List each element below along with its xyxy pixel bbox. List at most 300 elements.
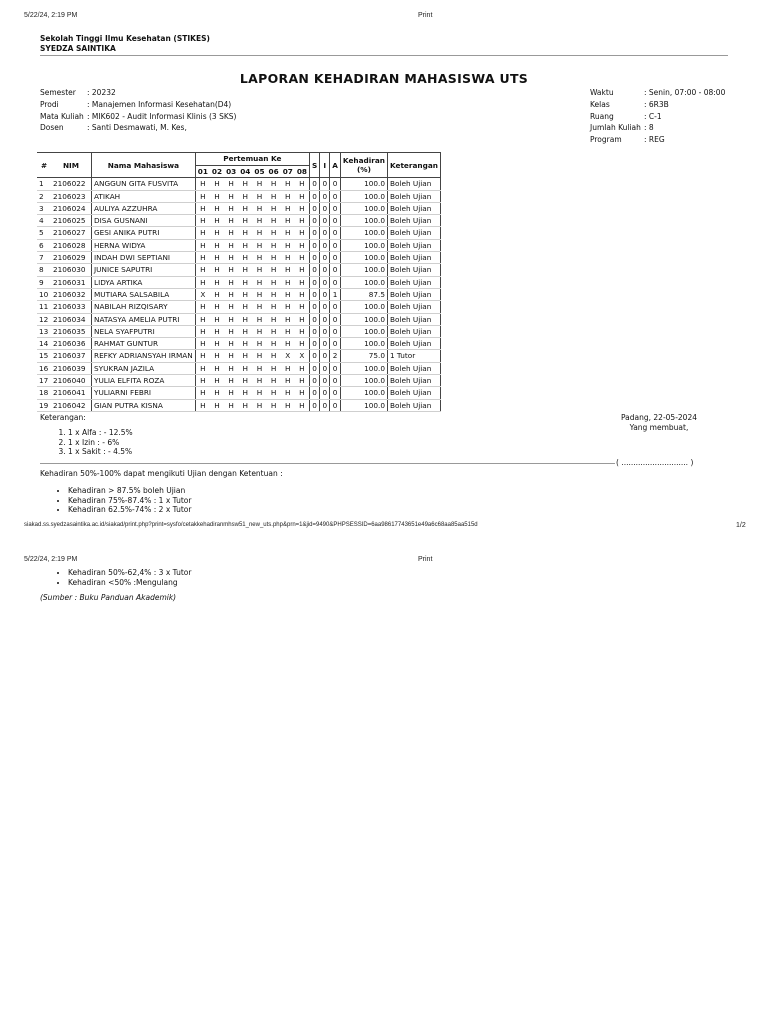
- table-row: [37, 338, 440, 350]
- page-title: LAPORAN KEHADIRAN MAHASISWA UTS: [239, 71, 529, 86]
- cell-s: 0: [310, 202, 320, 214]
- cell-nim: 2106025: [51, 215, 92, 227]
- table-row: [37, 288, 440, 300]
- cell-meeting: H: [224, 338, 238, 350]
- cell-meeting: H: [238, 215, 252, 227]
- keterangan-label: Keterangan:: [40, 413, 86, 422]
- cell-a: 0: [330, 338, 341, 350]
- cell-meeting: H: [281, 301, 295, 313]
- cell-meeting: H: [295, 387, 310, 399]
- cell-kehadiran: 75.0: [340, 350, 387, 362]
- rule-item: • Kehadiran 50%-62,4% : 3 x Tutor: [68, 568, 191, 578]
- cell-meeting: H: [210, 375, 224, 387]
- cell-i: 0: [320, 301, 330, 313]
- cell-nama: YULIA ELFITA ROZA: [92, 375, 196, 387]
- cell-meeting: H: [195, 362, 210, 374]
- cell-no: 8: [37, 264, 51, 276]
- cell-meeting: H: [295, 227, 310, 239]
- col-header-a: A: [330, 153, 341, 178]
- cell-nama: GESI ANIKA PUTRI: [92, 227, 196, 239]
- cell-i: 0: [320, 362, 330, 374]
- cell-a: 0: [330, 301, 341, 313]
- cell-a: 0: [330, 178, 341, 190]
- cell-keterangan: Boleh Ujian: [387, 313, 440, 325]
- cell-nama: INDAH DWI SEPTIANI: [92, 252, 196, 264]
- cell-meeting: H: [238, 338, 252, 350]
- cell-s: 0: [310, 362, 320, 374]
- table-row: [37, 387, 440, 399]
- cell-meeting: H: [238, 239, 252, 251]
- cell-meeting: H: [210, 178, 224, 190]
- cell-no: 9: [37, 276, 51, 288]
- cell-a: 0: [330, 264, 341, 276]
- cell-s: 0: [310, 313, 320, 325]
- cell-meeting: H: [224, 325, 238, 337]
- col-header-pertemuan: Pertemuan Ke: [195, 153, 309, 166]
- cell-meeting: H: [210, 190, 224, 202]
- cell-i: 0: [320, 325, 330, 337]
- cell-meeting: H: [224, 301, 238, 313]
- cell-kehadiran: 100.0: [340, 387, 387, 399]
- cell-meeting: H: [267, 387, 281, 399]
- cell-meeting: H: [252, 202, 266, 214]
- cell-meeting: H: [281, 264, 295, 276]
- cell-nama: RAHMAT GUNTUR: [92, 338, 196, 350]
- cell-meeting: H: [210, 215, 224, 227]
- cell-meeting: H: [195, 313, 210, 325]
- cell-meeting: H: [224, 252, 238, 264]
- cell-i: 0: [320, 215, 330, 227]
- cell-meeting: H: [252, 215, 266, 227]
- table-row: [37, 375, 440, 387]
- cell-meeting: H: [210, 276, 224, 288]
- cell-meeting: H: [238, 190, 252, 202]
- cell-no: 19: [37, 399, 51, 411]
- cell-nama: HERNA WIDYA: [92, 239, 196, 251]
- school-header: [40, 34, 210, 53]
- footer-page: 1/2: [736, 522, 746, 529]
- cell-nama: NABILAH RIZQISARY: [92, 301, 196, 313]
- cell-a: 0: [330, 227, 341, 239]
- cell-s: 0: [310, 227, 320, 239]
- school-name: Sekolah Tinggi Ilmu Kesehatan (STIKES): [40, 34, 210, 43]
- table-row: [37, 215, 440, 227]
- meta-row-program: [590, 134, 725, 146]
- table-row: [37, 276, 440, 288]
- rules-list: [40, 486, 191, 515]
- meta-key: Waktu: [590, 88, 614, 97]
- col-header-nim: NIM: [51, 153, 92, 178]
- cell-meeting: H: [295, 276, 310, 288]
- cell-meeting: X: [281, 350, 295, 362]
- cell-meeting: H: [210, 362, 224, 374]
- keterangan-item: 2. 1 x Izin : - 6%: [68, 438, 133, 448]
- cell-i: 0: [320, 387, 330, 399]
- cell-i: 0: [320, 288, 330, 300]
- cell-keterangan: Boleh Ujian: [387, 227, 440, 239]
- cell-nama: GIAN PUTRA KISNA: [92, 399, 196, 411]
- cell-nama: NATASYA AMELIA PUTRI: [92, 313, 196, 325]
- cell-meeting: H: [210, 350, 224, 362]
- cell-s: 0: [310, 350, 320, 362]
- cell-meeting: H: [238, 178, 252, 190]
- cell-keterangan: Boleh Ujian: [387, 190, 440, 202]
- rules-divider: [40, 463, 615, 464]
- cell-a: 0: [330, 202, 341, 214]
- cell-keterangan: Boleh Ujian: [387, 399, 440, 411]
- cell-keterangan: Boleh Ujian: [387, 338, 440, 350]
- print-datetime-p2: 5/22/24, 2:19 PM: [24, 556, 78, 563]
- cell-meeting: H: [295, 301, 310, 313]
- meta-value: : Santi Desmawati, M. Kes,: [87, 123, 187, 133]
- cell-meeting: H: [238, 387, 252, 399]
- cell-nim: 2106028: [51, 239, 92, 251]
- cell-meeting: H: [195, 338, 210, 350]
- table-row: [37, 227, 440, 239]
- cell-meeting: H: [210, 399, 224, 411]
- cell-a: 0: [330, 276, 341, 288]
- cell-keterangan: Boleh Ujian: [387, 215, 440, 227]
- cell-kehadiran: 100.0: [340, 178, 387, 190]
- rules-intro: Kehadiran 50%-100% dapat mengikuti Ujian dengan Ketentuan :: [40, 469, 283, 478]
- cell-nim: 2106037: [51, 350, 92, 362]
- table-row: [37, 190, 440, 202]
- cell-meeting: H: [224, 264, 238, 276]
- cell-s: 0: [310, 264, 320, 276]
- cell-nama: AULIYA AZZUHRA: [92, 202, 196, 214]
- cell-nama: MUTIARA SALSABILA: [92, 288, 196, 300]
- cell-meeting: H: [295, 215, 310, 227]
- cell-i: 0: [320, 313, 330, 325]
- cell-a: 0: [330, 325, 341, 337]
- cell-nim: 2106041: [51, 387, 92, 399]
- cell-meeting: H: [195, 276, 210, 288]
- cell-s: 0: [310, 387, 320, 399]
- cell-meeting: H: [267, 362, 281, 374]
- meta-key: Mata Kuliah: [40, 111, 84, 121]
- cell-meeting: H: [238, 276, 252, 288]
- cell-nim: 2106029: [51, 252, 92, 264]
- cell-kehadiran: 100.0: [340, 264, 387, 276]
- cell-meeting: H: [267, 313, 281, 325]
- cell-s: 0: [310, 325, 320, 337]
- cell-nim: 2106033: [51, 301, 92, 313]
- cell-meeting: H: [281, 239, 295, 251]
- cell-no: 4: [37, 215, 51, 227]
- cell-nim: 2106042: [51, 399, 92, 411]
- cell-meeting: H: [295, 325, 310, 337]
- cell-meeting: X: [295, 350, 310, 362]
- cell-keterangan: 1 Tutor: [387, 350, 440, 362]
- cell-meeting: H: [281, 276, 295, 288]
- cell-s: 0: [310, 288, 320, 300]
- meta-value: : MIK602 - Audit Informasi Klinis (3 SKS): [87, 111, 237, 121]
- table-row: [37, 325, 440, 337]
- col-header-meeting: 06: [268, 167, 279, 176]
- print-label-p2: Print: [418, 556, 433, 563]
- cell-meeting: H: [281, 313, 295, 325]
- cell-meeting: H: [195, 387, 210, 399]
- cell-meeting: H: [238, 375, 252, 387]
- cell-i: 0: [320, 276, 330, 288]
- cell-nim: 2106036: [51, 338, 92, 350]
- cell-meeting: H: [295, 202, 310, 214]
- meta-value: : 8: [644, 123, 654, 133]
- cell-no: 11: [37, 301, 51, 313]
- meta-key: Dosen: [40, 123, 64, 133]
- cell-meeting: H: [295, 190, 310, 202]
- cell-a: 0: [330, 375, 341, 387]
- rules-list-p2: [40, 568, 191, 587]
- cell-kehadiran: 100.0: [340, 313, 387, 325]
- cell-meeting: H: [195, 252, 210, 264]
- cell-meeting: H: [267, 276, 281, 288]
- table-row: [37, 350, 440, 362]
- cell-a: 2: [330, 350, 341, 362]
- meta-value: : REG: [644, 135, 665, 145]
- cell-meeting: H: [281, 375, 295, 387]
- cell-nama: REFKY ADRIANSYAH IRMAN: [92, 350, 196, 362]
- keterangan-list: [40, 428, 133, 457]
- cell-kehadiran: 100.0: [340, 338, 387, 350]
- cell-a: 0: [330, 239, 341, 251]
- cell-meeting: H: [281, 387, 295, 399]
- cell-meeting: H: [281, 338, 295, 350]
- col-header-no: #: [37, 153, 51, 178]
- sign-blank: ( ............................ ): [616, 458, 694, 467]
- cell-meeting: H: [195, 264, 210, 276]
- cell-meeting: H: [281, 227, 295, 239]
- cell-kehadiran: 100.0: [340, 227, 387, 239]
- meta-value: : C-1: [644, 111, 662, 121]
- cell-nama: YULIARNI FEBRI: [92, 387, 196, 399]
- cell-i: 0: [320, 190, 330, 202]
- table-row: [37, 252, 440, 264]
- cell-meeting: H: [195, 190, 210, 202]
- cell-keterangan: Boleh Ujian: [387, 178, 440, 190]
- cell-meeting: H: [224, 288, 238, 300]
- meta-row-dosen: [40, 122, 236, 134]
- cell-meeting: H: [267, 227, 281, 239]
- cell-meeting: H: [224, 276, 238, 288]
- print-datetime: 5/22/24, 2:19 PM: [24, 12, 78, 19]
- meta-key: Program: [590, 135, 622, 145]
- cell-a: 0: [330, 313, 341, 325]
- cell-no: 12: [37, 313, 51, 325]
- cell-meeting: H: [210, 387, 224, 399]
- cell-meeting: H: [224, 202, 238, 214]
- cell-nim: 2106023: [51, 190, 92, 202]
- cell-meeting: H: [267, 252, 281, 264]
- cell-no: 3: [37, 202, 51, 214]
- col-header-meeting: 07: [282, 167, 293, 176]
- cell-meeting: H: [195, 178, 210, 190]
- cell-meeting: H: [224, 399, 238, 411]
- cell-meeting: H: [210, 338, 224, 350]
- cell-meeting: H: [267, 288, 281, 300]
- cell-meeting: X: [195, 288, 210, 300]
- cell-no: 6: [37, 239, 51, 251]
- cell-meeting: H: [195, 350, 210, 362]
- cell-s: 0: [310, 276, 320, 288]
- footer-url: siakad.ss.syedzasaintika.ac.id/siakad/print.php?print=sysfo/cetakkehadiranmhsw51_new_uts.php&prn=1&jid=9490&PHPSESSID=6aa98617743651e49a6c68aa85aa515d: [24, 522, 478, 528]
- cell-nama: LIDYA ARTIKA: [92, 276, 196, 288]
- meta-row-mata-kuliah: [40, 111, 236, 123]
- cell-meeting: H: [195, 325, 210, 337]
- cell-kehadiran: 100.0: [340, 375, 387, 387]
- cell-s: 0: [310, 215, 320, 227]
- table-row: [37, 264, 440, 276]
- cell-meeting: H: [238, 227, 252, 239]
- cell-keterangan: Boleh Ujian: [387, 239, 440, 251]
- cell-i: 0: [320, 338, 330, 350]
- cell-kehadiran: 87.5: [340, 288, 387, 300]
- cell-meeting: H: [224, 375, 238, 387]
- cell-kehadiran: 100.0: [340, 301, 387, 313]
- cell-no: 10: [37, 288, 51, 300]
- cell-meeting: H: [295, 362, 310, 374]
- cell-meeting: H: [238, 288, 252, 300]
- meta-value: : Manajemen Informasi Kesehatan(D4): [87, 99, 232, 109]
- cell-no: 1: [37, 178, 51, 190]
- meta-key: Prodi: [40, 99, 59, 109]
- cell-meeting: H: [210, 227, 224, 239]
- cell-no: 5: [37, 227, 51, 239]
- cell-a: 0: [330, 215, 341, 227]
- cell-meeting: H: [195, 301, 210, 313]
- cell-kehadiran: 100.0: [340, 362, 387, 374]
- cell-i: 0: [320, 202, 330, 214]
- cell-kehadiran: 100.0: [340, 239, 387, 251]
- cell-keterangan: Boleh Ujian: [387, 264, 440, 276]
- meta-key: Ruang: [590, 111, 614, 121]
- cell-meeting: H: [252, 252, 266, 264]
- cell-i: 0: [320, 375, 330, 387]
- cell-meeting: H: [210, 264, 224, 276]
- cell-meeting: H: [295, 375, 310, 387]
- cell-meeting: H: [224, 362, 238, 374]
- cell-meeting: H: [267, 178, 281, 190]
- meta-value: : 20232: [87, 88, 116, 97]
- table-row: [37, 362, 440, 374]
- cell-keterangan: Boleh Ujian: [387, 276, 440, 288]
- col-header-kehadiran-label: Kehadiran: [342, 156, 385, 166]
- cell-meeting: H: [281, 202, 295, 214]
- cell-meeting: H: [195, 375, 210, 387]
- cell-a: 0: [330, 362, 341, 374]
- cell-nim: 2106027: [51, 227, 92, 239]
- cell-kehadiran: 100.0: [340, 252, 387, 264]
- cell-meeting: H: [267, 264, 281, 276]
- cell-i: 0: [320, 178, 330, 190]
- cell-meeting: H: [210, 325, 224, 337]
- cell-keterangan: Boleh Ujian: [387, 362, 440, 374]
- cell-meeting: H: [210, 252, 224, 264]
- header-divider: [40, 55, 728, 56]
- table-row: [37, 202, 440, 214]
- cell-a: 0: [330, 387, 341, 399]
- col-header-meeting: 05: [254, 167, 265, 176]
- cell-meeting: H: [238, 301, 252, 313]
- cell-no: 15: [37, 350, 51, 362]
- rule-item: • Kehadiran 62.5%-74% : 2 x Tutor: [68, 505, 191, 515]
- cell-a: 0: [330, 399, 341, 411]
- cell-i: 0: [320, 264, 330, 276]
- cell-keterangan: Boleh Ujian: [387, 325, 440, 337]
- cell-s: 0: [310, 190, 320, 202]
- col-header-meeting: 02: [211, 167, 223, 176]
- cell-meeting: H: [252, 313, 266, 325]
- cell-meeting: H: [210, 313, 224, 325]
- cell-no: 16: [37, 362, 51, 374]
- cell-kehadiran: 100.0: [340, 276, 387, 288]
- cell-no: 7: [37, 252, 51, 264]
- col-header-meeting: 04: [240, 167, 251, 176]
- cell-meeting: H: [281, 399, 295, 411]
- cell-nama: DISA GUSNANI: [92, 215, 196, 227]
- table-row: [37, 178, 440, 190]
- cell-meeting: H: [267, 301, 281, 313]
- sumber-note: (Sumber : Buku Panduan Akademik): [40, 593, 177, 602]
- col-header-i: I: [320, 153, 330, 178]
- cell-meeting: H: [267, 375, 281, 387]
- cell-nama: ANGGUN GITA FUSVITA: [92, 178, 196, 190]
- sign-place-date: Padang, 22-05-2024: [620, 413, 697, 422]
- cell-nama: JUNICE SAPUTRI: [92, 264, 196, 276]
- meta-row-prodi: [40, 99, 236, 111]
- cell-meeting: H: [210, 239, 224, 251]
- cell-nim: 2106034: [51, 313, 92, 325]
- cell-nim: 2106032: [51, 288, 92, 300]
- cell-no: 13: [37, 325, 51, 337]
- cell-s: 0: [310, 301, 320, 313]
- cell-meeting: H: [252, 362, 266, 374]
- cell-keterangan: Boleh Ujian: [387, 202, 440, 214]
- cell-meeting: H: [238, 202, 252, 214]
- cell-meeting: H: [267, 239, 281, 251]
- cell-kehadiran: 100.0: [340, 325, 387, 337]
- meta-key: Kelas: [590, 99, 610, 109]
- cell-meeting: H: [224, 239, 238, 251]
- cell-meeting: H: [238, 252, 252, 264]
- cell-meeting: H: [295, 313, 310, 325]
- cell-keterangan: Boleh Ujian: [387, 375, 440, 387]
- cell-meeting: H: [252, 387, 266, 399]
- cell-meeting: H: [252, 375, 266, 387]
- cell-keterangan: Boleh Ujian: [387, 288, 440, 300]
- cell-meeting: H: [281, 362, 295, 374]
- cell-nim: 2106031: [51, 276, 92, 288]
- meta-row-semester: [40, 87, 236, 99]
- cell-a: 0: [330, 252, 341, 264]
- cell-kehadiran: 100.0: [340, 190, 387, 202]
- cell-nim: 2106024: [51, 202, 92, 214]
- cell-meeting: H: [295, 264, 310, 276]
- cell-s: 0: [310, 399, 320, 411]
- cell-meeting: H: [238, 399, 252, 411]
- cell-i: 0: [320, 399, 330, 411]
- meta-left: [40, 87, 236, 134]
- table-row: [37, 239, 440, 251]
- table-row: [37, 301, 440, 313]
- col-header-nama: Nama Mahasiswa: [92, 153, 196, 178]
- cell-meeting: H: [224, 178, 238, 190]
- col-header-kehadiran: [340, 153, 387, 178]
- table-row: [37, 399, 440, 411]
- cell-meeting: H: [252, 178, 266, 190]
- cell-nama: ATIKAH: [92, 190, 196, 202]
- meta-right: [590, 87, 725, 146]
